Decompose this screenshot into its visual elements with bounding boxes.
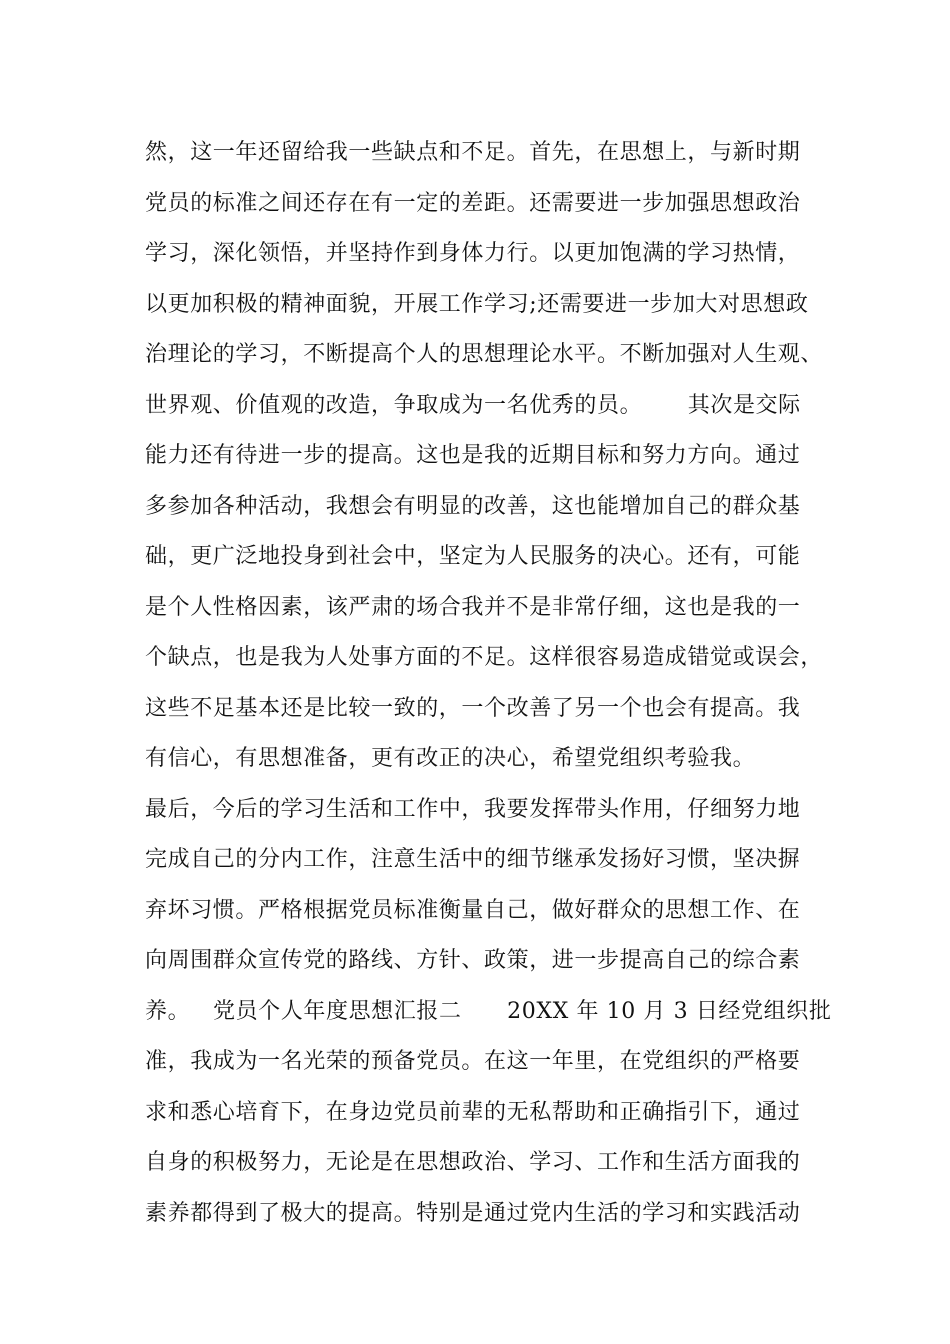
text-line: 能力还有待进一步的提高。这也是我的近期目标和努力方向。通过 [145,443,801,468]
text-line: 这些不足基本还是比较一致的，一个改善了另一个也会有提高。我 [145,695,801,721]
text-line: 础，更广泛地投身到社会中，坚定为人民服务的决心。还有，可能 [145,544,801,569]
text-line: 以更加积极的精神面貌，开展工作学习;还需要进一步加大对思想政 [145,291,809,317]
body-text [145,128,832,1239]
text-line: 弃坏习惯。严格根据党员标准衡量自己，做好群众的思想工作、在 [145,897,801,923]
text-line: 多参加各种活动，我想会有明显的改善，这也能增加自己的群众基 [145,493,801,519]
text-line: 最后，今后的学习生活和工作中，我要发挥带头作用，仔细努力地 [145,796,801,822]
text-line: 有信心，有思想准备，更有改正的决心，希望党组织考验我。 [145,746,756,771]
text-line: 求和悉心培育下，在身边党员前辈的无私帮助和正确指引下，通过 [145,1099,801,1125]
text-line: 向周围群众宣传党的路线、方针、政策，进一步提高自己的综合素 [145,948,801,973]
text-line: 个缺点，也是我为人处事方面的不足。这样很容易造成错觉或误会， [145,645,824,670]
text-line: 治理论的学习，不断提高个人的思想理论水平。不断加强对人生观、 [145,342,824,367]
text-line: 是个人性格因素，该严肃的场合我并不是非常仔细，这也是我的一 [145,594,801,620]
text-line: 完成自己的分内工作，注意生活中的细节继承发扬好习惯，坚决摒 [145,847,801,872]
text-line: 然，这一年还留给我一些缺点和不足。首先，在思想上，与新时期 [145,140,801,165]
text-line: 党员的标准之间还存在有一定的差距。还需要进一步加强思想政治 [145,190,801,216]
text-line: 养。 党员个人年度思想汇报二 20XX 年 10 月 3 日经党组织批 [145,998,832,1024]
text-line: 自身的积极努力，无论是在思想政治、学习、工作和生活方面我的 [145,1150,801,1175]
text-line: 准，我成为一名光荣的预备党员。在这一年里，在党组织的严格要 [145,1049,801,1074]
text-line: 素养都得到了极大的提高。特别是通过党内生活的学习和实践活动 [145,1200,801,1226]
text-line: 学习，深化领悟，并坚持作到身体力行。以更加饱满的学习热情， [145,241,801,266]
text-line: 世界观、价值观的改造，争取成为一名优秀的员。 其次是交际 [145,392,801,418]
